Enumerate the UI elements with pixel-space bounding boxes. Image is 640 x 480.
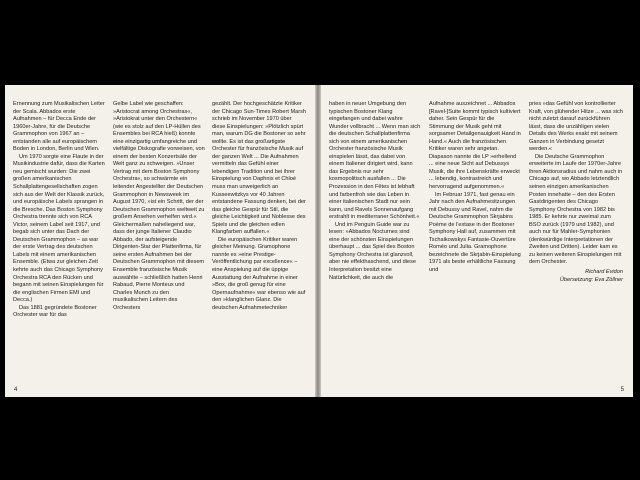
text-column-5 [429,101,521,275]
text-column-2 [113,101,205,312]
booklet-page-right [321,85,633,397]
paragraph: Die europäischen Kritiker waren gleicher Meinung. Gramophone nannte es »eine Prestige-Veröffentlichung par excellence« – eine Anspielung auf die üppige Ausstattung der Aufnahme in einer »Box, die groß genug für eine Opernaufnahme« war ebenso wie auf den »klanglichen Glanz. Die deutschen Aufnahmetechniker [212,236,306,311]
text-column-6 [529,101,623,284]
paragraph: Die Deutsche Grammophon erweiterte im Laufe der 1970er-Jahre ihren Aktionsradius und nahm auch in Chicago auf, wo Abbado letztendlich seinen einzigen amerikanischen Posten innehatte – den des Ersten Gastdirigenten des Chicago Symphony Orchestra von 1982 bis 1985. Er kehrte nur zweimal zum BSO zurück (1979 und 1982), und auch nur für Mahler-Symphonien (denkwürdige Interpretationen der Zweiten und Dritten). Leider kam es zu keinen weiteren Einspielungen mit dem Orchester. [529,153,623,266]
paragraph: Aufnahme auszeichnet ... Abbados [Ravel-]Suite kommt typisch kultiviert daher. Sein Gespür für die Stimmung der Musik geht mit sorgsamer Detailgenauigkeit Hand in Hand.« Auch die französischen Kritiker waren sehr angetan. Diapason nannte die LP »erhellend ... eine neue Sicht auf Debussys Musik, die ihre Lebenskräfte erweckt ... lebendig, kontrastreich und hervorragend aufgenommen.« [429,101,521,191]
paragraph: Das 1881 gegründete Bostoner Orchester war für das [13,304,97,319]
paragraph: Ernennung zum Musikalischen Leiter der Scala. Abbados erste Aufnahmen – für Decca Ende der 1960er-Jahre, für die Deutsche Grammophon von 1967 an – entstanden alle auf europäischem Boden in London, Berlin und Wien. [13,101,105,153]
paragraph: gezählt. Der hochgeschätzte Kritiker der Chicago Sun-Times Robert Marsh schrieb im November 1970 über diese Einspielungen: »Plötzlich spürt man, warum DG die Bostoner so sehr wollte. Es ist das großartigste Orchester für französische Musik auf der ganzen Welt ... Die Aufnahmen vermitteln das Gefühl einer lebendigen Tradition und bei ihrer Einspielung von Daphnis et Chloé muss man unweigerlich an Kusseewitzkys vor 40 Jahren entstandene Fassung denken, bei der das gleiche Gespür für Stil, die gleiche Leichtigkeit und Noblesse des Spiels und die gleichen edlen Klangfarben auffallen.« [212,101,306,236]
booklet-page-left [5,85,315,397]
paragraph: pries »das Gefühl von kontrollierter Kraft, von glühender Hitze ... was sich nicht zuletzt darauf zurückführen lässt, dass die unzähligen vielen Details des Werks exakt mit seinem Ganzen in Verbindung gesetzt werden.« [529,101,623,153]
page-number: 5 [620,387,624,393]
author-credit: Richard Evidon [585,269,623,276]
paragraph: Gelbe Label wie geschaffen: »Aristocrat among Orchestras«, »Aristokrat unter den Orchestern« (wie es stolz auf den LP-Hüllen des Ensembles bei RCA hieß) konnte eine einzigartig umfangreiche und vielfältige Diskografie vorweisen, von einem der besten Konzertsäle der Welt ganz zu schweigen. »Unser Vertrag mit dem Boston Symphony Orchestra«, so schwärmte ein leitender Angestellter der Deutschen Grammophon in Newsweek im August 1970, »ist ein Schritt, der der Deutschen Grammophon weltweit zu großem Ansehen verhelfen wird.« Gleichermaßen naheliegend war, dass der junge Italiener Claudio Abbado, der aufsteigende Dirigenten-Star der Plattenfirma, für seine ersten Aufnahmen bei der Deutschen Grammophon mit diesem Ensemble französische Musik auswählte – schließlich hatten Henri Rabaud, Pierre Monteux und Charles Munch zu den musikalischen Leitern des Orchesters [113,101,205,311]
paragraph: Und im Penguin Guide war zu lesen: »Abbados Nocturnes sind eine der schönsten Einspielungen überhaupt ... das Spiel des Boston Symphony Orchestra ist glanzvoll, aber nie effekthaschend, und diese Interpretation besitzt eine Natürlichkeit, die auch die [329,221,416,281]
text-column-4 [329,101,421,282]
text-column-1 [13,101,105,320]
translator-credit: Übersetzung: Eva Zöllner [559,276,623,283]
paragraph: haben in neuer Umgebung den typischen Bostoner Klang eingefangen und dabei wahre Wunder vollbracht ... Wenn man sich die deutschen Schallplattenfirma sich von einem amerikanischen Orchester französische Musik einspielen lässt, das dabei von einem Italiener dirigiert wird, kann das Ergebnis nur sehr kosmopolitisch ausfallen ... Die Prozession in den Fêtes ist lebhaft und farbenfroh wie das Leben in einer italienischen Stadt nur sein kann, und Ravels Sonnenaufgang erstrahlt in mediterraner Schönheit.« [329,101,421,221]
text-column-3 [212,101,306,312]
paragraph: Im Februar 1971, fast genau ein Jahr nach den Aufnahmesitzungen mit Debussy und Ravel, nahm die Deutsche Grammophon Skrjabins Poème de l'extase in der Bostoner Symphony Hall auf, zusammen mit Tschaikowskys Fantasie-Ouvertüre Roméo und Julia. Gramophone bezeichnete die Skrjabin-Einspielung 1971 als beste erhältliche Fassung und [429,191,521,274]
paragraph: Um 1970 sorgte eine Flaute in der Musikindustrie dafür, dass die Karten neu gemischt wurden: Die zwei großen amerikanischen Schallplattengesellschaften zogen sich aus der Welt der Klassik zurück, und europäische Labels sprangen in die Bresche. Das Boston Symphony Orchestra trennte sich von RCA Victor, seinem Label seit 1917, und begab sich unter das Dach der Deutschen Grammophon – as war der erste Vertrag des deutschen Labels mit einem amerikanischen Ensemble. (Etwa zur gleichen Zeit kehrte auch das Chicago Symphony Orchestra RCA den Rücken und begann mit seinen Einspielungen für die englischen Firmen EMI und Decca.) [13,153,105,304]
page-number: 4 [14,387,18,393]
